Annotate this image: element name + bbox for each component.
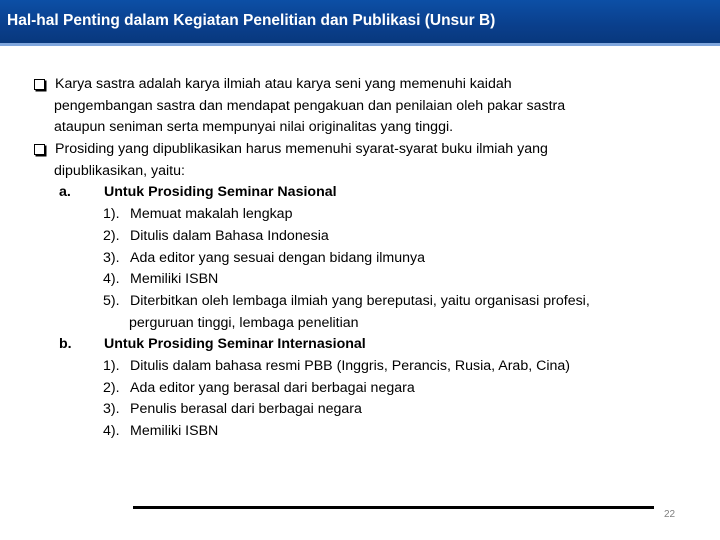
list-item <box>0 378 720 400</box>
section-marker: a. <box>59 184 71 201</box>
footer-divider <box>133 506 654 509</box>
item-text: Diterbitkan oleh lembaga ilmiah yang bereputasi, yaitu organisasi profesi, <box>130 292 590 309</box>
list-item <box>0 399 720 421</box>
bullet-text: pengembangan sastra dan mendapat pengakuan dan penilaian oleh pakar sastra <box>54 97 566 114</box>
checkbox-bullet-icon <box>34 144 45 155</box>
item-number: 4). <box>103 423 120 439</box>
list-item <box>0 421 720 443</box>
item-number: 1). <box>103 206 120 223</box>
item-number: 2). <box>103 379 120 396</box>
item-text: Penulis berasal dari berbagai negara <box>130 401 362 418</box>
checkbox-bullet-icon <box>34 79 45 90</box>
list-item <box>0 226 720 248</box>
bullet-line <box>0 161 720 183</box>
item-text: Ada editor yang sesuai dengan bidang ilmunya <box>130 249 425 266</box>
page-number: 22 <box>664 509 676 520</box>
section-marker: b. <box>59 336 72 353</box>
list-item <box>0 269 720 291</box>
item-number: 2). <box>103 227 120 244</box>
item-text: Ditulis dalam bahasa resmi PBB (Inggris, Perancis, Rusia, Arab, Cina) <box>130 357 570 374</box>
item-text: Memuat makalah lengkap <box>130 206 293 223</box>
section-heading-line <box>0 334 720 356</box>
bullet-text: ataupun seniman serta mempunyai nilai originalitas yang tinggi. <box>54 119 454 136</box>
slide-title: Hal-hal Penting dalam Kegiatan Penelitian dan Publikasi (Unsur B) <box>7 12 496 29</box>
item-text: Memiliki ISBN <box>130 271 219 288</box>
item-text: Ada editor yang berasal dari berbagai negara <box>130 379 415 396</box>
item-text: Memiliki ISBN <box>130 423 219 439</box>
item-number: 1). <box>103 357 120 374</box>
bullet-text: dipublikasikan, yaitu: <box>54 162 185 179</box>
item-number: 3). <box>103 401 120 418</box>
item-number: 3). <box>103 249 120 266</box>
title-bar <box>0 0 720 46</box>
bullet-line <box>0 96 720 118</box>
section-heading: Untuk Prosiding Seminar Internasional <box>104 336 366 353</box>
slide-content <box>0 74 720 443</box>
item-text: perguruan tinggi, lembaga penelitian <box>129 314 359 331</box>
item-number: 5). <box>103 292 120 309</box>
bullet-line <box>0 117 720 139</box>
bullet-line <box>0 139 720 161</box>
item-number: 4). <box>103 271 120 288</box>
list-item <box>0 291 720 313</box>
bullet-line <box>0 74 720 96</box>
list-item <box>0 204 720 226</box>
bullet-text: Karya sastra adalah karya ilmiah atau karya seni yang memenuhi kaidah <box>55 76 512 92</box>
list-item <box>0 356 720 378</box>
bullet-text: Prosiding yang dipublikasikan harus memenuhi syarat-syarat buku ilmiah yang <box>55 141 548 158</box>
list-item-continuation <box>0 313 720 335</box>
section-heading-line <box>0 182 720 204</box>
list-item <box>0 248 720 270</box>
item-text: Ditulis dalam Bahasa Indonesia <box>130 227 329 244</box>
section-heading: Untuk Prosiding Seminar Nasional <box>104 184 337 201</box>
